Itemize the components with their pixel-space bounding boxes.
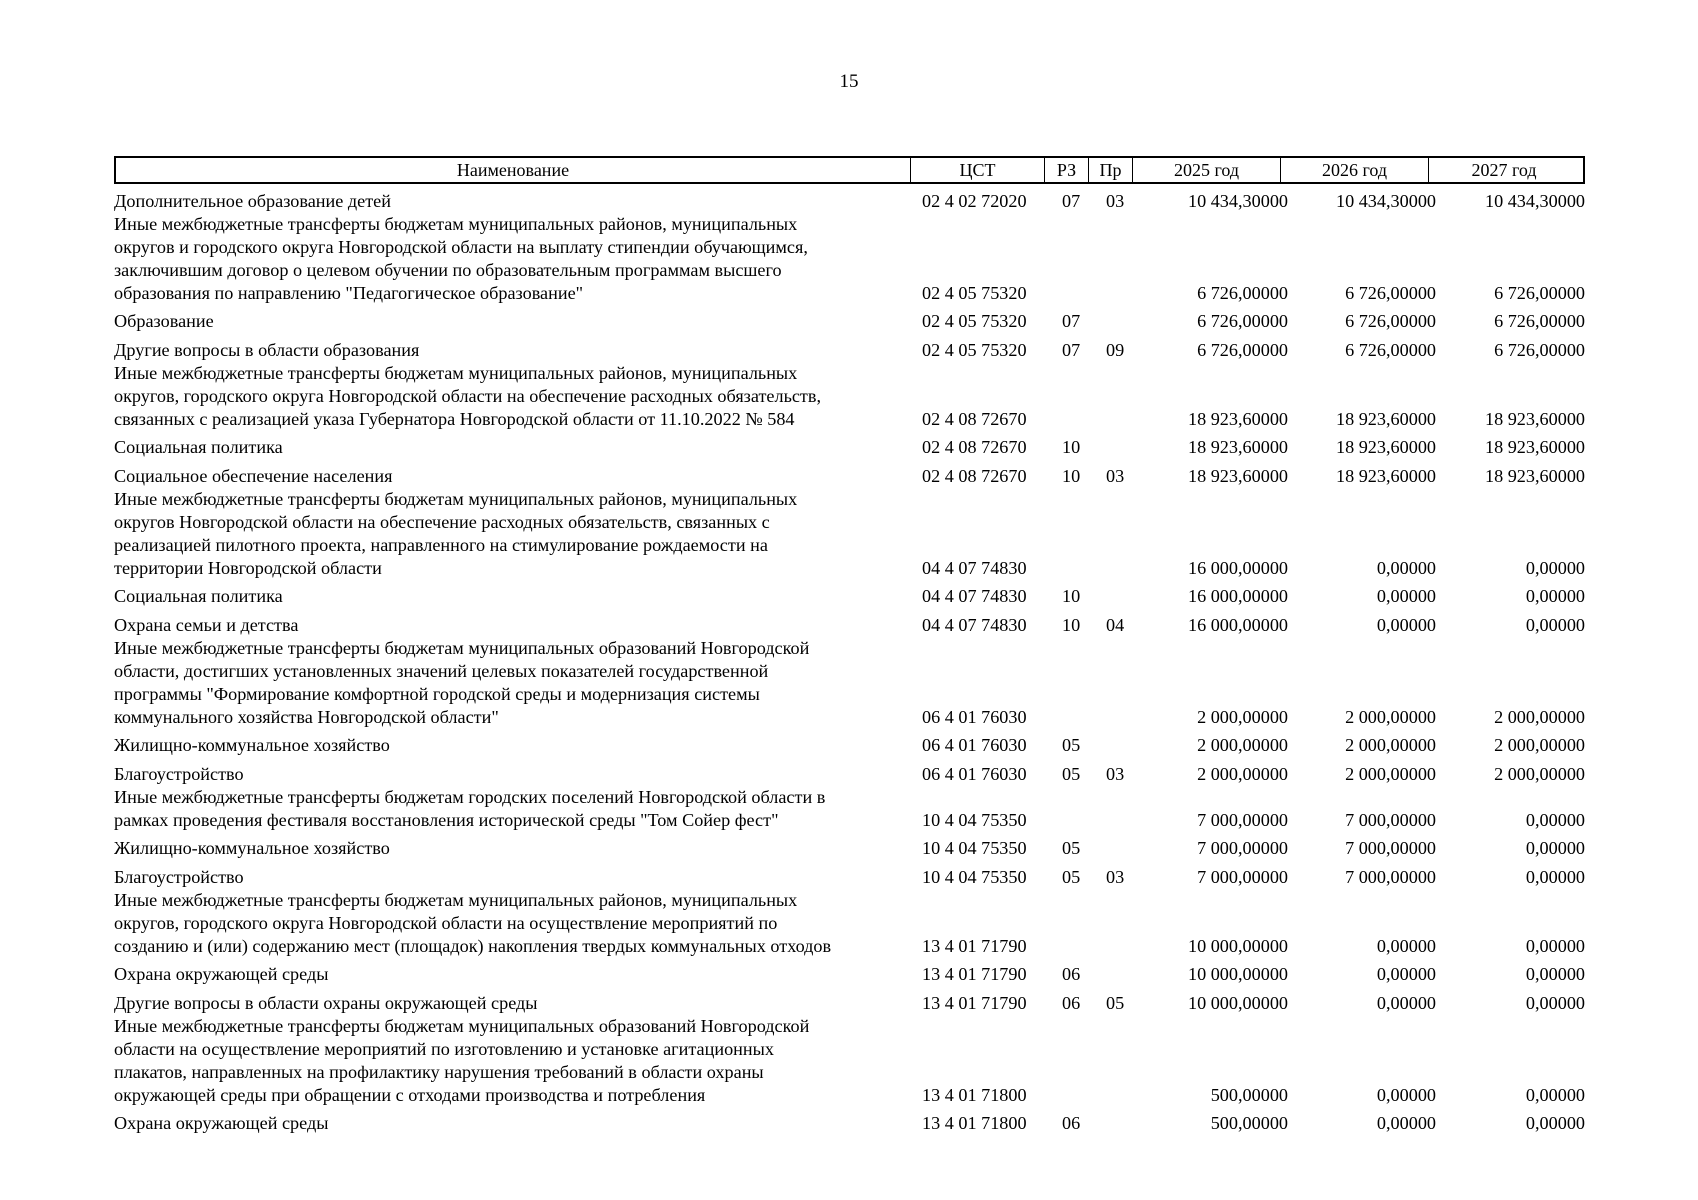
row-name [114, 637, 914, 729]
row-cst: 13 4 01 71790 [922, 993, 1027, 1013]
table-row [114, 734, 1585, 757]
row-name-line: Другие вопросы в области образования [114, 340, 420, 360]
row-rz: 10 [1062, 615, 1081, 635]
row-2026: 10 434,30000 [1335, 191, 1436, 211]
table-row [114, 1112, 1585, 1135]
row-2026: 0,00000 [1376, 558, 1436, 578]
header-2026: 2026 год [1281, 158, 1429, 182]
row-rz: 07 [1062, 311, 1081, 331]
row-cst: 10 4 04 75350 [922, 838, 1027, 858]
header-name: Наименование [116, 158, 911, 182]
row-2025: 18 923,60000 [1187, 437, 1288, 457]
row-name-line: Охрана семьи и детства [114, 615, 299, 635]
row-2025: 18 923,60000 [1187, 409, 1288, 429]
row-name-line: Иные межбюджетные трансферты бюджетам муниципальных образований Новгородской [114, 1016, 810, 1036]
row-name [114, 362, 914, 431]
row-2025: 2 000,00000 [1197, 707, 1288, 727]
row-name-line: Другие вопросы в области охраны окружающей среды [114, 993, 538, 1013]
row-rz: 06 [1062, 964, 1081, 984]
row-2025: 7 000,00000 [1197, 867, 1288, 887]
row-name-line: окружающей среды при обращении с отходами производства и потребления [114, 1085, 706, 1105]
row-name [114, 763, 914, 786]
row-rz: 07 [1062, 340, 1081, 360]
row-name-line: области на осуществление мероприятий по изготовлению и установке агитационных [114, 1039, 774, 1059]
row-pr: 03 [1106, 191, 1125, 211]
table-row [114, 190, 1585, 213]
table-row [114, 837, 1585, 860]
row-rz: 05 [1062, 867, 1081, 887]
header-2027: 2027 год [1471, 159, 1537, 180]
header-pr: Пр [1089, 158, 1133, 182]
table-row [114, 585, 1585, 608]
row-cst: 06 4 01 76030 [922, 764, 1027, 784]
row-name [114, 786, 914, 832]
row-2026: 0,00000 [1376, 1113, 1436, 1133]
row-name-line: Охрана окружающей среды [114, 1113, 329, 1133]
row-2026: 0,00000 [1376, 586, 1436, 606]
row-name-line: созданию и (или) содержанию мест (площадок) накопления твердых коммунальных отходов [114, 936, 832, 956]
row-2027: 0,00000 [1525, 810, 1585, 830]
row-name-line: Жилищно-коммунальное хозяйство [114, 735, 390, 755]
row-name-line: заключившим договор о целевом обучении по образовательным программам высшего [114, 260, 782, 280]
row-cst: 02 4 05 75320 [922, 283, 1027, 303]
row-name [114, 310, 914, 333]
row-2025: 10 000,00000 [1187, 993, 1288, 1013]
row-name-line: округов, городского округа Новгородской области на осуществление мероприятий по [114, 913, 778, 933]
row-name-line: Иные межбюджетные трансферты бюджетам муниципальных районов, муниципальных [114, 489, 798, 509]
table-row [114, 213, 1585, 305]
row-cst: 04 4 07 74830 [922, 558, 1027, 578]
row-name-line: Социальное обеспечение населения [114, 466, 393, 486]
row-2027: 0,00000 [1525, 558, 1585, 578]
row-cst: 06 4 01 76030 [922, 707, 1027, 727]
row-name-line: Охрана окружающей среды [114, 964, 329, 984]
row-name-line: Благоустройство [114, 764, 244, 784]
row-name-line: реализацией пилотного проекта, направленного на стимулирование рождаемости на [114, 535, 768, 555]
row-name-line: программы "Формирование комфортной городской среды и модернизация системы [114, 684, 760, 704]
row-name-line: Иные межбюджетные трансферты бюджетам муниципальных районов, муниципальных [114, 363, 798, 383]
row-2026: 6 726,00000 [1345, 340, 1436, 360]
row-2027: 0,00000 [1525, 586, 1585, 606]
row-2026: 18 923,60000 [1335, 409, 1436, 429]
row-2026: 0,00000 [1376, 936, 1436, 956]
row-pr: 03 [1106, 764, 1125, 784]
row-name-line: Иные межбюджетные трансферты бюджетам городских поселений Новгородской области в [114, 787, 826, 807]
table-row [114, 614, 1585, 637]
row-2025: 18 923,60000 [1187, 466, 1288, 486]
row-2027: 2 000,00000 [1494, 707, 1585, 727]
header-cst: ЦСТ [911, 158, 1045, 182]
row-2026: 7 000,00000 [1345, 810, 1436, 830]
row-name [114, 488, 914, 580]
row-cst: 06 4 01 76030 [922, 735, 1027, 755]
table-row [114, 637, 1585, 729]
row-2027: 0,00000 [1525, 838, 1585, 858]
row-pr: 05 [1106, 993, 1125, 1013]
row-2026: 7 000,00000 [1345, 867, 1436, 887]
row-2027: 2 000,00000 [1494, 735, 1585, 755]
row-name-line: Иные межбюджетные трансферты бюджетам муниципальных районов, муниципальных [114, 214, 798, 234]
row-name-line: области, достигших установленных значений целевых показателей государственной [114, 661, 769, 681]
row-2026: 6 726,00000 [1345, 311, 1436, 331]
table-body [114, 190, 1585, 1135]
row-2025: 16 000,00000 [1187, 558, 1288, 578]
row-name-line: Благоустройство [114, 867, 244, 887]
row-name-line: плакатов, направленных на профилактику нарушения требований в области охраны [114, 1062, 764, 1082]
table-header [114, 156, 1585, 184]
row-cst: 13 4 01 71800 [922, 1085, 1027, 1105]
table-row [114, 362, 1585, 431]
row-2027: 18 923,60000 [1484, 409, 1585, 429]
row-name-line: рамках проведения фестиваля восстановления исторической среды "Том Сойер фест" [114, 810, 779, 830]
row-cst: 02 4 08 72670 [922, 437, 1027, 457]
row-2025: 500,00000 [1210, 1113, 1288, 1133]
row-name-line: округов, городского округа Новгородской области на обеспечение расходных обязательств, [114, 386, 822, 406]
table-row [114, 465, 1585, 488]
row-name-line: Дополнительное образование детей [114, 191, 391, 211]
row-name-line: Социальная политика [114, 437, 283, 457]
row-name-line: связанных с реализацией указа Губернатора Новгородской области от 11.10.2022 № 584 [114, 409, 795, 429]
row-cst: 02 4 08 72670 [922, 466, 1027, 486]
row-2026: 2 000,00000 [1345, 764, 1436, 784]
row-name-line: Иные межбюджетные трансферты бюджетам муниципальных образований Новгородской [114, 638, 810, 658]
row-2026: 2 000,00000 [1345, 707, 1436, 727]
row-2027: 0,00000 [1525, 1113, 1585, 1133]
row-cst: 04 4 07 74830 [922, 615, 1027, 635]
row-2025: 6 726,00000 [1197, 340, 1288, 360]
row-name-line: округов и городского округа Новгородской области на выплату стипендии обучающимся, [114, 237, 808, 257]
row-cst: 13 4 01 71800 [922, 1113, 1027, 1133]
row-name [114, 1112, 914, 1135]
row-name [114, 837, 914, 860]
page-number: 15 [839, 71, 859, 92]
row-2026: 7 000,00000 [1345, 838, 1436, 858]
table-row [114, 786, 1585, 832]
row-2025: 10 000,00000 [1187, 936, 1288, 956]
row-name [114, 190, 914, 213]
row-2027: 2 000,00000 [1494, 764, 1585, 784]
row-2025: 10 000,00000 [1187, 964, 1288, 984]
row-rz: 10 [1062, 437, 1081, 457]
row-2025: 2 000,00000 [1197, 764, 1288, 784]
row-2027: 0,00000 [1525, 993, 1585, 1013]
row-pr: 09 [1106, 340, 1125, 360]
table-row [114, 963, 1585, 986]
table-row [114, 992, 1585, 1015]
row-name [114, 889, 914, 958]
row-2025: 6 726,00000 [1197, 283, 1288, 303]
row-2026: 2 000,00000 [1345, 735, 1436, 755]
row-name [114, 963, 914, 986]
row-2026: 0,00000 [1376, 615, 1436, 635]
row-cst: 02 4 05 75320 [922, 340, 1027, 360]
table-row [114, 866, 1585, 889]
row-name-line: коммунального хозяйства Новгородской области" [114, 707, 499, 727]
row-cst: 10 4 04 75350 [922, 867, 1027, 887]
header-2025: 2025 год [1133, 158, 1281, 182]
row-2025: 7 000,00000 [1197, 810, 1288, 830]
row-rz: 10 [1062, 466, 1081, 486]
row-cst: 04 4 07 74830 [922, 586, 1027, 606]
row-name-line: округов Новгородской области на обеспечение расходных обязательств, связанных с [114, 512, 770, 532]
row-2026: 18 923,60000 [1335, 437, 1436, 457]
row-rz: 06 [1062, 1113, 1081, 1133]
row-name [114, 1015, 914, 1107]
row-rz: 10 [1062, 586, 1081, 606]
row-name-line: образования по направлению "Педагогическое образование" [114, 283, 584, 303]
row-pr: 04 [1106, 615, 1125, 635]
row-2027: 18 923,60000 [1484, 466, 1585, 486]
row-rz: 05 [1062, 735, 1081, 755]
row-2025: 16 000,00000 [1187, 586, 1288, 606]
table-row [114, 1015, 1585, 1107]
table-row [114, 436, 1585, 459]
table-row [114, 488, 1585, 580]
row-rz: 06 [1062, 993, 1081, 1013]
row-name [114, 866, 914, 889]
row-2025: 6 726,00000 [1197, 311, 1288, 331]
row-2026: 0,00000 [1376, 1085, 1436, 1105]
row-name-line: Иные межбюджетные трансферты бюджетам муниципальных районов, муниципальных [114, 890, 798, 910]
row-2025: 16 000,00000 [1187, 615, 1288, 635]
row-2025: 2 000,00000 [1197, 735, 1288, 755]
row-name [114, 614, 914, 637]
row-2027: 0,00000 [1525, 964, 1585, 984]
row-2027: 6 726,00000 [1494, 283, 1585, 303]
table-row [114, 763, 1585, 786]
row-rz: 05 [1062, 838, 1081, 858]
row-2027: 10 434,30000 [1484, 191, 1585, 211]
row-2027: 6 726,00000 [1494, 311, 1585, 331]
row-2027: 18 923,60000 [1484, 437, 1585, 457]
row-2027: 0,00000 [1525, 867, 1585, 887]
row-2026: 0,00000 [1376, 964, 1436, 984]
table-row [114, 310, 1585, 333]
row-2027: 0,00000 [1525, 615, 1585, 635]
row-2026: 6 726,00000 [1345, 283, 1436, 303]
row-rz: 07 [1062, 191, 1081, 211]
row-name [114, 339, 914, 362]
row-2027: 6 726,00000 [1494, 340, 1585, 360]
row-2026: 18 923,60000 [1335, 466, 1436, 486]
row-name-line: территории Новгородской области [114, 558, 382, 578]
row-name [114, 585, 914, 608]
table-row [114, 889, 1585, 958]
row-name [114, 213, 914, 305]
row-2025: 7 000,00000 [1197, 838, 1288, 858]
row-cst: 13 4 01 71790 [922, 964, 1027, 984]
row-name-line: Образование [114, 311, 214, 331]
row-cst: 02 4 02 72020 [922, 191, 1027, 211]
row-name-line: Социальная политика [114, 586, 283, 606]
row-2025: 500,00000 [1210, 1085, 1288, 1105]
header-rz: РЗ [1045, 158, 1089, 182]
row-2026: 0,00000 [1376, 993, 1436, 1013]
row-name [114, 436, 914, 459]
row-cst: 10 4 04 75350 [922, 810, 1027, 830]
row-name [114, 992, 914, 1015]
row-cst: 02 4 05 75320 [922, 311, 1027, 331]
row-name [114, 734, 914, 757]
row-2025: 10 434,30000 [1187, 191, 1288, 211]
row-2027: 0,00000 [1525, 1085, 1585, 1105]
row-rz: 05 [1062, 764, 1081, 784]
row-cst: 13 4 01 71790 [922, 936, 1027, 956]
table-row [114, 339, 1585, 362]
row-name [114, 465, 914, 488]
row-name-line: Жилищно-коммунальное хозяйство [114, 838, 390, 858]
row-pr: 03 [1106, 867, 1125, 887]
row-pr: 03 [1106, 466, 1125, 486]
row-cst: 02 4 08 72670 [922, 409, 1027, 429]
row-2027: 0,00000 [1525, 936, 1585, 956]
